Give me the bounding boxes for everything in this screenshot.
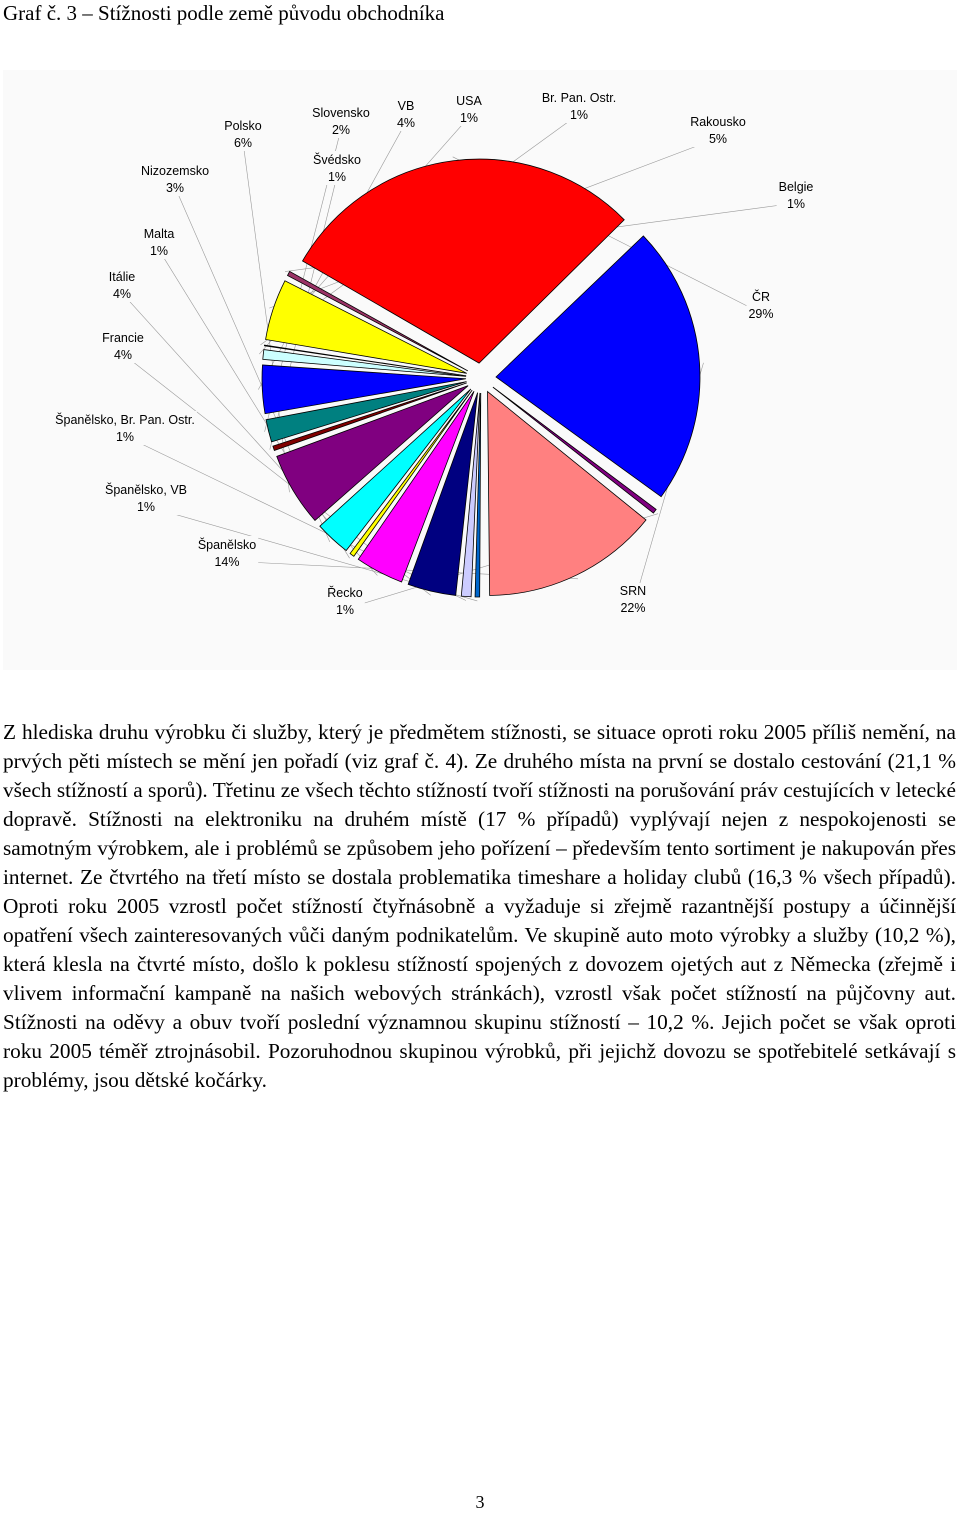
chart-caption: Graf č. 3 – Stížnosti podle země původu obchodníka xyxy=(3,1,445,25)
slice-label: Rakousko 5% xyxy=(690,115,746,146)
body-paragraph: Z hlediska druhu výrobku či služby, který je předmětem stížnosti, se situace oproti roku 2005 příliš nemění, na prvých pěti místech se mění jen pořadí (viz graf č. 4). Ze druhého místa na první se dostalo cestování (21,1 % všech stížností a sporů). Třetinu ze všech těchto stížností tvoří stížnosti na porušování práv cestujících v letecké dopravě. Stížnosti na elektroniku na druhém místě (17 % případů) vyplývají nejen z nespokojenosti se samotným výrobkem, ale i problémů se způsobem jeho pořízení – především tento sortiment je nakupován přes internet. Ze čtvrtého na třetí místo se dostala problematika timeshare a holiday clubů (16,3 % všech případů). Oproti roku 2005 vzrostl počet stížností čtyřnásobně a vyžaduje si zřejmě razantnější postupy a účinnější opatření všech zainteresovaných vůči daným podnikatelům. Ve skupině auto moto výrobky a služby (10,2 %), která klesla na čtvrté místo, došlo k poklesu stížností spojených z dovozem ojetých aut z Německa (zřejmě i vlivem informační kampaně na našich webových stránkách), vzrostl však počet stížností na půjčovny aut. Stížnosti na oděvy a obuv tvoří poslední významnou skupinu stížností – 10,2 %. Jejich počet se však oproti roku 2005 téměř ztrojnásobil. Pozoruhodnou skupinou výrobků, při jejichž dovozu se spotřebitelé setkávají s problémy, jsou dětské kočárky. xyxy=(3,720,956,1092)
slice-label: SRN 22% xyxy=(619,584,647,615)
slice-label: Belgie 1% xyxy=(778,180,814,211)
page-number: 3 xyxy=(475,1492,485,1512)
slice-label: Polsko 6% xyxy=(224,119,262,150)
pie-chart xyxy=(3,70,957,670)
slice-label: Švédsko 1% xyxy=(313,153,361,184)
slice-label: Španělsko 14% xyxy=(197,538,257,569)
slice-label: Španělsko, VB 1% xyxy=(105,483,187,514)
slice-label: Řecko 1% xyxy=(327,586,363,617)
slice-label: Španělsko, Br. Pan. Ostr. 1% xyxy=(55,413,195,444)
slice-label: Nizozemsko 3% xyxy=(140,164,210,195)
pie-chart-svg xyxy=(3,70,957,670)
slice-label: ČR 29% xyxy=(748,290,774,321)
slice-label: VB 4% xyxy=(396,99,416,130)
slice-label: Slovensko 2% xyxy=(312,106,370,137)
slice-label: Br. Pan. Ostr. 1% xyxy=(541,91,617,122)
slice-label: Francie 4% xyxy=(102,331,144,362)
slice-label: Malta 1% xyxy=(143,227,175,258)
slice-label: USA 1% xyxy=(456,94,482,125)
slice-label: Itálie 4% xyxy=(108,270,136,301)
